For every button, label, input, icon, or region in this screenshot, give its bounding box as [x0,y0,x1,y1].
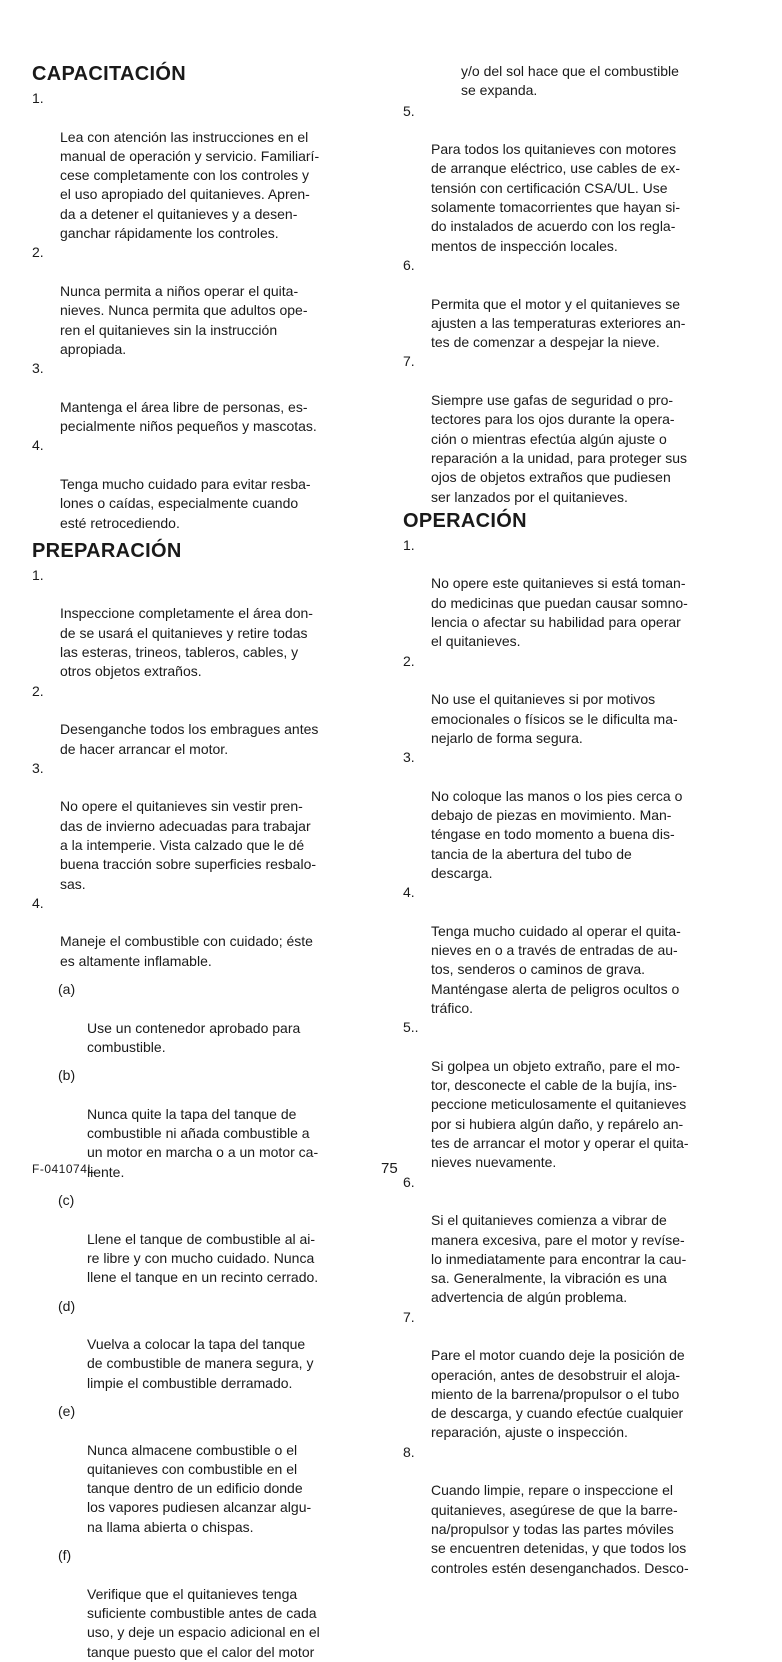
item-number: 6. [403,1173,415,1190]
item-text: Cuando limpie, repare o inspeccione el quitanieves, asegúrese de que la barre- na/propulsor y todas las partes móviles se encuentren detenidas, y que todos los controles estén desenganchados. Desco- [431,1482,689,1576]
sub-item-letter: (c) [58,1192,75,1209]
sub-list-item [32,980,382,1057]
page-number: 75 [381,1160,398,1177]
item-text: Para todos los quitanieves con motores de arranque eléctrico, use cables de ex- tensión con certificación CSA/UL. Use solamente tomacorrientes que hayan si- do instalados de acuerdo con los regla- mentos de inspección locales. [431,141,681,254]
list-item [403,102,753,256]
list-item [403,536,753,652]
item-text: Pare el motor cuando deje la posición de operación, antes de desobstruir el aloja- miento de la barrena/propulsor o el tubo de descarga, y cuando efectúe cualquier reparación, ajuste o inspección. [431,1347,685,1441]
item-number: 5. [403,102,415,119]
sub-item-letter: (d) [58,1297,76,1314]
list-item [403,256,753,352]
item-number: 3. [32,360,44,377]
list-item [32,436,382,532]
sub-item-letter: (a) [58,981,76,998]
list-item [403,1443,753,1578]
sub-item-letter: (e) [58,1403,76,1419]
item-number: 7. [403,353,415,370]
list-item [403,1018,753,1172]
list-item [32,566,382,682]
item-number: 1. [32,566,44,583]
list-item [32,682,382,759]
list-item [403,1308,753,1443]
list-item [32,359,382,436]
item-number: 2. [32,682,44,699]
document-code: F-041074L [32,1162,95,1176]
list-item [403,883,753,1018]
list-item [403,652,753,748]
sub-item-text: Verifique que el quitanieves tenga suficiente combustible antes de cada uso, y deje un espacio adicional en el tanque puesto que el calor del motor [87,1585,320,1660]
item-number: 2. [32,244,44,261]
sub-item-text: Llene el tanque de combustible al ai- re libre y con mucho cuidado. Nunca llene el tanque en un recinto cerrado. [87,1230,319,1286]
item-text: Inspeccione completamente el área don- de se usará el quitanieves y retire todas las esteras, trineos, tableros, cables, y otros objetos extraños. [60,605,313,680]
item-number: 3. [403,749,415,766]
item-text: Mantenga el área libre de personas, es- pecialmente niños pequeños y mascotas. [60,398,317,435]
item-number: 1. [403,536,415,553]
sub-list-item [32,1402,382,1537]
item-text: Maneje el combustible con cuidado; éste es altamente inflamable. [60,933,313,969]
section-heading-operacion: OPERACIÓN [403,509,527,532]
item-number: 4. [32,437,44,454]
item-text: Si golpea un objeto extraño, pare el mo- tor, desconecte el cable de la bujía, ins- peccione meticulosamente el quitanieves por si hubiera algún daño, y repárelo an- tes de arrancar el motor y operar el quita- nieves nuevamente. [431,1057,689,1171]
sub-item-text: Nunca almacene combustible o el quitanieves con combustible en el tanque dentro de un edificio donde los vapores pudiesen alcanzar algu- na llama abierta o chispas. [87,1441,312,1535]
sub-item-text: Use un contenedor aprobado para combustible. [87,1019,301,1055]
list-item [32,894,382,971]
item-text: Tenga mucho cuidado para evitar resba- lones o caídas, especialmente cuando esté retrocediendo. [60,475,311,531]
item-text: Siempre use gafas de seguridad o pro- tectores para los ojos durante la opera- ción o mientras efectúa algún ajuste o reparación a la unidad, para proteger sus ojos de objetos extraños que pudiesen ser lanzados por el quitanieves. [431,392,688,505]
item-number: 6. [403,256,415,273]
item-text: Si el quitanieves comienza a vibrar de manera excesiva, pare el motor y revíse- lo inmediatamente para encontrar la cau- sa. Generalmente, la vibración es una advertencia de algún problema. [431,1212,687,1306]
item-number: 8. [403,1443,415,1460]
item-number: 7. [403,1308,415,1325]
sub-list-item [32,1297,382,1393]
item-number: 3. [32,759,44,776]
list-item [403,1173,753,1308]
item-text: Permita que el motor y el quitanieves se ajusten a las temperaturas exteriores an- tes de comenzar a despejar la nieve. [431,295,686,351]
item-text: No opere el quitanieves sin vestir pren- das de invierno adecuadas para trabajar a la intemperie. Vista calzado que le dé buena tracción sobre superficies resbalo- sas. [60,798,317,892]
list-item [32,89,382,243]
list-item [403,748,753,883]
item-text: No coloque las manos o los pies cerca o debajo de piezas en movimiento. Man- téngase en todo momento a buena dis- tancia de la abertura del tubo de descarga. [431,787,683,881]
item-text: Nunca permita a niños operar el quita- nieves. Nunca permita que adultos ope- ren el quitanieves sin la instrucción apropiada. [60,282,308,357]
section-heading-capacitacion: CAPACITACIÓN [32,63,186,85]
item-text: Tenga mucho cuidado al operar el quita- nieves en o a través de entradas de au- tos, senderos o caminos de grava. Manténgase alerta de peligros ocultos o tráfico. [431,922,681,1016]
left-column [32,62,382,1662]
list-item [403,352,753,506]
sub-list-item [32,1546,382,1662]
list-item [32,759,382,894]
list-item [32,243,382,359]
item-number: 2. [403,652,415,669]
item-number: 1. [32,90,44,106]
sub-item-text: Vuelva a colocar la tapa del tanque de combustible de manera segura, y limpie el combustible derramado. [87,1336,314,1391]
continued-text: y/o del sol hace que el combustible se expanda. [461,63,679,99]
sub-item-text: Nunca quite la tapa del tanque de combustible ni añada combustible a un motor en marcha o a un motor ca- liente. [87,1105,319,1180]
item-number: 5.. [403,1019,419,1036]
item-text: No opere este quitanieves si está toman- do medicinas que puedan causar somno- lencia o afectar su habilidad para operar el quitanieves. [431,575,688,650]
sub-item-letter: (b) [58,1067,76,1084]
item-text: Desenganche todos los embragues antes de hacer arrancar el motor. [60,721,319,757]
item-text: No use el quitanieves si por motivos emocionales o físicos se le dificulta ma- nejarlo de forma segura. [431,691,678,746]
item-number: 4. [32,894,44,911]
item-text: Lea con atención las instrucciones en el manual de operación y servicio. Familiarí- cese completamente con los controles y el uso apropiado del quitanieves. Apren- da a detener el quitanieves y a desen- ganchar rápidamente los controles. [60,128,320,242]
sub-item-letter: (f) [58,1547,72,1564]
sub-list-item [32,1191,382,1287]
section-heading-preparacion: PREPARACIÓN [32,539,182,562]
item-number: 4. [403,884,415,901]
right-column [403,62,753,1578]
